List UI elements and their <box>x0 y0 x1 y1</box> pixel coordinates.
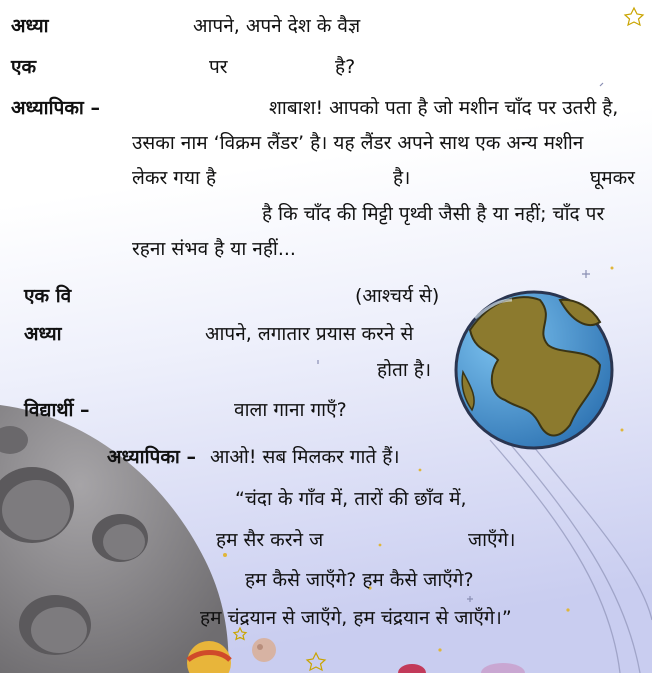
dialogue-text: पर <box>209 56 228 78</box>
speaker-label: एक <box>11 56 37 78</box>
earth-illustration <box>456 292 612 448</box>
dialogue-text: उसका नाम ‘विक्रम लैंडर’ है। यह लैंडर अपने साथ एक अन्य मशीन <box>132 132 584 154</box>
speaker-label: अध्यापिका – <box>107 446 196 468</box>
speaker-label: विद्यार्थी – <box>24 399 90 421</box>
dialogue-text: वाला गाना गाएँ? <box>234 399 347 421</box>
song-line: हम कैसे जाएँगे? हम कैसे जाएँगे? <box>245 569 474 591</box>
speaker-label: एक वि <box>24 285 72 307</box>
dialogue-text: है? <box>335 56 356 78</box>
speaker-label: अध्या <box>11 15 49 37</box>
speaker-label: अध्या <box>24 323 62 345</box>
dialogue-text: आपने, अपने देश के वैज्ञ <box>193 15 361 37</box>
dialogue-text: है। <box>393 167 411 189</box>
speaker-label: अध्यापिका – <box>11 97 100 119</box>
song-line: हम चंद्रयान से जाएँगे, हम चंद्रयान से जाएँगे।” <box>200 607 512 629</box>
dialogue-text: है कि चाँद की मिट्टी पृथ्वी जैसी है या नहीं; चाँद पर <box>262 203 605 225</box>
song-line: “चंदा के गाँव में, तारों की छाँव में, <box>235 488 467 510</box>
dialogue-text: घूमकर <box>590 167 635 189</box>
dialogue-text: होता है। <box>377 359 432 381</box>
song-line: हम सैर करने ज <box>216 529 324 551</box>
dialogue-text: शाबाश! आपको पता है जो मशीन चाँद पर उतरी है, <box>269 97 619 119</box>
dialogue-text: आओ! सब मिलकर गाते हैं। <box>210 446 400 468</box>
dialogue-text: रहना संभव है या नहीं... <box>132 238 296 260</box>
song-line: जाएँगे। <box>468 529 516 551</box>
dialogue-text: लेकर गया है <box>132 167 217 189</box>
dialogue-text: आपने, लगातार प्रयास करने से <box>205 323 414 345</box>
dialogue-text: (आश्चर्य से) <box>355 285 440 307</box>
